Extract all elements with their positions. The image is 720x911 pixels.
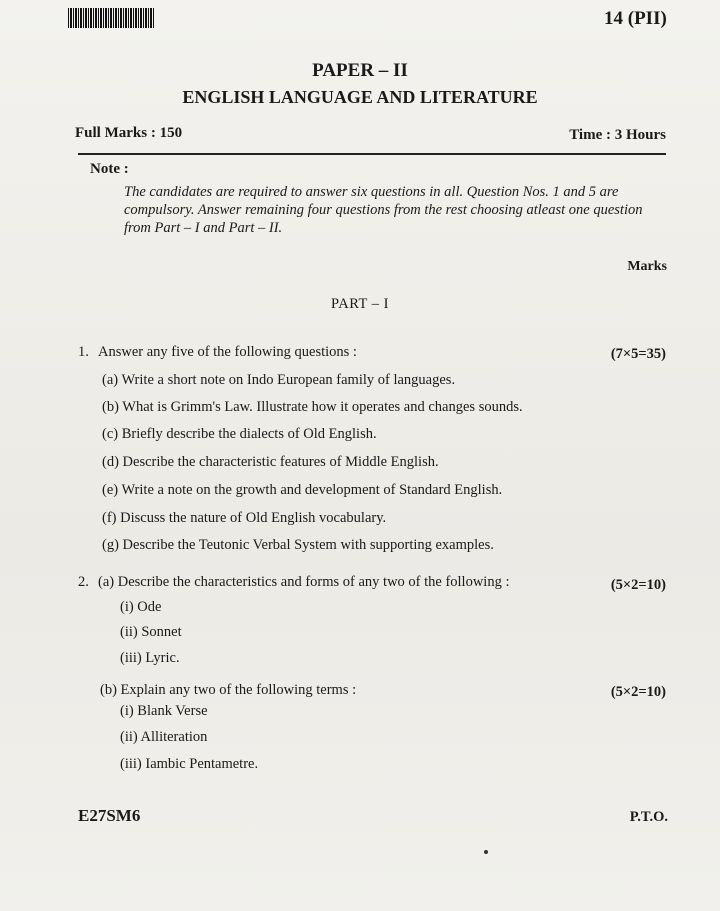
question-item: (ii) Sonnet [120,624,182,640]
full-marks: Full Marks : 150 [75,125,183,141]
header-divider [78,153,666,155]
question-number: 2. [78,574,89,590]
question-item: (g) Describe the Teutonic Verbal System with supporting examples. [102,537,494,553]
question-item: (i) Blank Verse [120,703,208,719]
question-item: (ii) Alliteration [120,729,208,745]
marks-column-label: Marks [627,259,667,274]
question-item: (c) Briefly describe the dialects of Old English. [102,426,377,442]
paper-title: PAPER – II [312,60,408,81]
question-marks: (7×5=35) [610,346,666,362]
stray-mark [484,850,488,854]
note-label: Note : [90,161,129,177]
question-item: (e) Write a note on the growth and development of Standard English. [102,482,503,498]
barcode [68,8,154,28]
question-item: (a) Write a short note on Indo European family of languages. [102,372,456,388]
question-number: 1. [78,344,89,360]
question-item: (f) Discuss the nature of Old English vocabulary. [102,510,387,526]
question-text: Answer any five of the following questions : [98,344,357,360]
question-part-text: (a) Describe the characteristics and forms of any two of the following : [98,574,510,590]
part-heading: PART – I [331,296,389,312]
paper-code: 14 (PII) [604,8,667,29]
footer-code: E27SM6 [78,806,141,825]
question-marks: (5×2=10) [610,684,666,700]
question-item: (iii) Lyric. [120,650,180,666]
pto-label: P.T.O. [629,809,668,825]
subject-title: ENGLISH LANGUAGE AND LITERATURE [182,87,538,107]
question-part-text: (b) Explain any two of the following terms : [100,682,357,698]
note-text: The candidates are required to answer six questions in all. Question Nos. 1 and 5 are compulsory. Answer remaining four questions from the rest choosing atleast one question from Part – I and Part – II. [124,184,643,236]
question-item: (i) Ode [120,599,162,615]
question-item: (b) What is Grimm's Law. Illustrate how it operates and changes sounds. [102,399,523,415]
question-item: (d) Describe the characteristic features of Middle English. [102,454,439,470]
question-item: (iii) Iambic Pentametre. [120,756,259,772]
time-allowed: Time : 3 Hours [569,127,666,143]
question-marks: (5×2=10) [610,577,666,593]
